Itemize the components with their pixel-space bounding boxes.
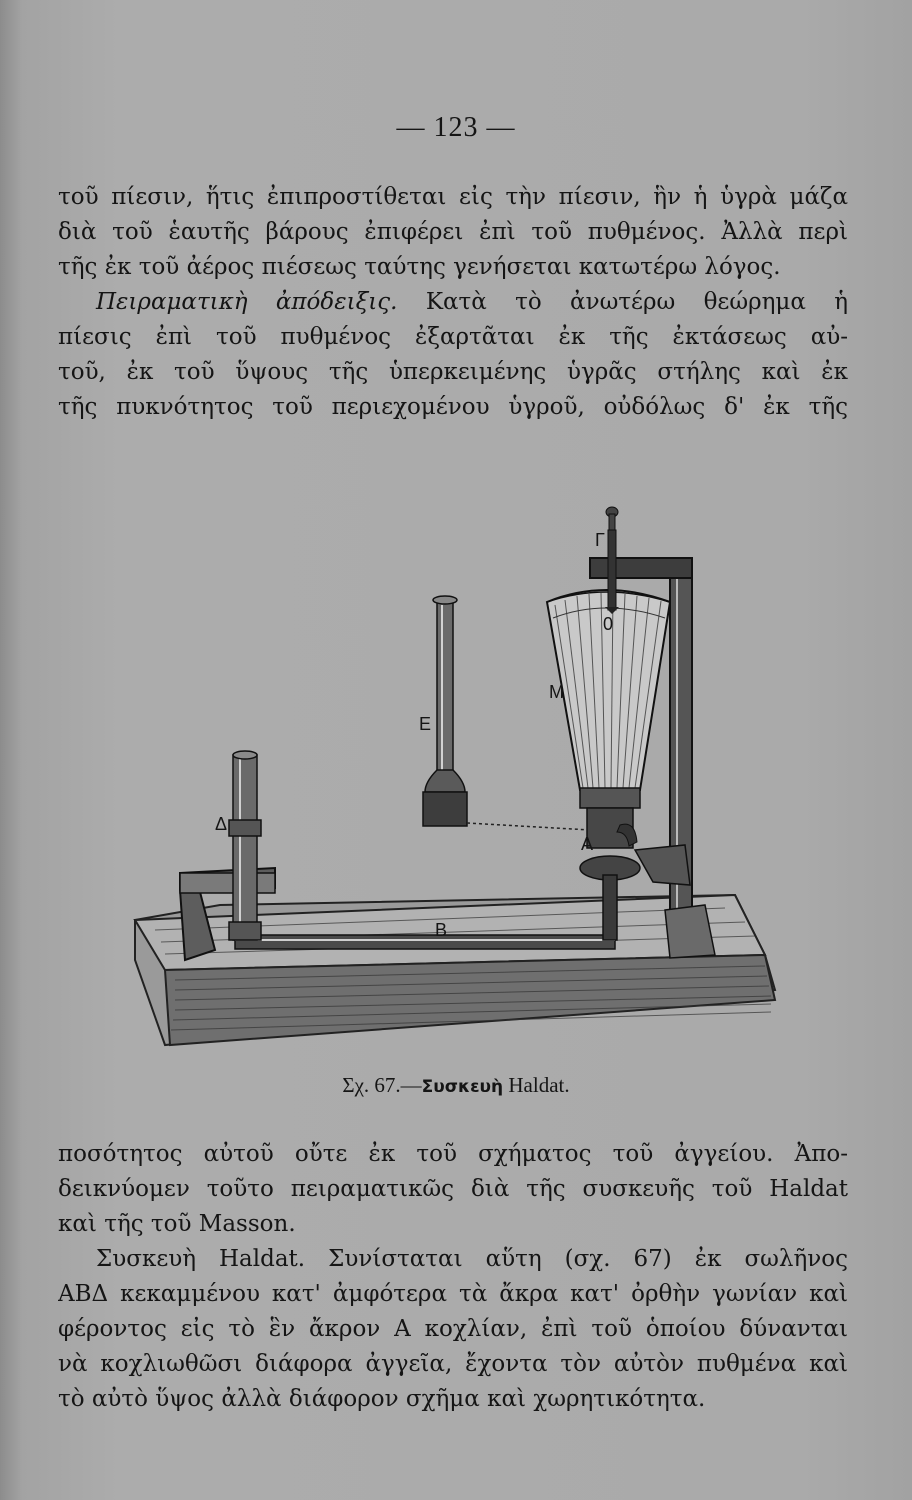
text-line: ΑΒΔ κεκαμμένου κατ' ἀμφότερα τὰ ἄκρα κατ' ὀρθὴν γωνίαν καὶ xyxy=(58,1281,848,1307)
apparatus-engraving xyxy=(125,490,795,1075)
heading-rest: Κατὰ τὸ ἀνωτέρω θεώρημα ἡ xyxy=(425,289,848,315)
text-line: νὰ κοχλιωθῶσι διάφορα ἀγγεῖα, ἔχοντα τὸν αὐτὸν πυθμένα καὶ xyxy=(58,1351,848,1377)
paragraph-bottom xyxy=(58,1137,848,1417)
text-line: δεικνύομεν τοῦτο πειραματικῶς διὰ τῆς συσκευῆς τοῦ Haldat xyxy=(58,1176,848,1202)
text-line: καὶ τῆς τοῦ Masson. xyxy=(58,1211,296,1237)
text-line: ποσότητος αὐτοῦ οὔτε ἐκ τοῦ σχήματος τοῦ ἀγγείου. Ἀπο- xyxy=(58,1141,848,1167)
text-line-heading xyxy=(58,285,848,320)
text-line: φέροντος εἰς τὸ ἓν ἄκρον Α κοχλίαν, ἐπὶ τοῦ ὁποίου δύνανται xyxy=(58,1316,848,1342)
caption-bold: Συσκευὴ xyxy=(421,1077,504,1097)
text-line: τὸ αὐτὸ ὕψος ἀλλὰ διάφορον σχῆμα καὶ χωρητικότητα. xyxy=(58,1386,706,1412)
horizontal-tube xyxy=(235,935,615,949)
label-epsilon: E xyxy=(419,714,432,734)
vertical-tube-delta xyxy=(229,751,261,940)
label-alpha: A xyxy=(581,834,594,854)
text-line: Συσκευὴ Haldat. Συνίσταται αὕτη (σχ. 67) ἐκ σωλῆνος xyxy=(96,1246,848,1272)
label-gamma: Γ xyxy=(595,530,605,550)
caption-suffix: Haldat. xyxy=(503,1073,570,1097)
conical-vessel-mu xyxy=(547,590,670,940)
figure-caption xyxy=(0,1073,912,1098)
section-heading: Πειραματικὴ ἀπόδειξις. xyxy=(96,289,398,315)
label-beta: B xyxy=(435,920,448,940)
caption-prefix: Σχ. 67.— xyxy=(342,1073,422,1097)
text-line: τῆς πυκνότητος τοῦ περιεχομένου ὑγροῦ, οὐδόλως δ' ἐκ τῆς xyxy=(58,394,848,420)
text-line: τοῦ πίεσιν, ἥτις ἐπιπροστίθεται εἰς τὴν πίεσιν, ἣν ἡ ὑγρὰ μάζα xyxy=(58,184,848,210)
label-delta: Δ xyxy=(215,814,228,834)
figure-haldat-apparatus xyxy=(125,490,795,1075)
label-zero: 0 xyxy=(603,614,614,634)
text-line: τοῦ, ἐκ τοῦ ὕψους τῆς ὑπερκειμένης ὑγρᾶς στήλης καὶ ἐκ xyxy=(58,359,848,385)
text-line: διὰ τοῦ ἑαυτῆς βάρους ἐπιφέρει ἐπὶ τοῦ πυθμένος. Ἀλλὰ περὶ xyxy=(58,219,848,245)
paragraph-top xyxy=(58,180,848,425)
page-number: — 123 — xyxy=(396,112,516,143)
text-line: πίεσις ἐπὶ τοῦ πυθμένος ἐξαρτᾶται ἐκ τῆς ἐκτάσεως αὐ- xyxy=(58,324,848,350)
label-mu: M xyxy=(549,682,564,702)
text-line: τῆς ἐκ τοῦ ἀέρος πιέσεως ταύτης γενήσεται κατωτέρω λόγος. xyxy=(58,254,781,280)
